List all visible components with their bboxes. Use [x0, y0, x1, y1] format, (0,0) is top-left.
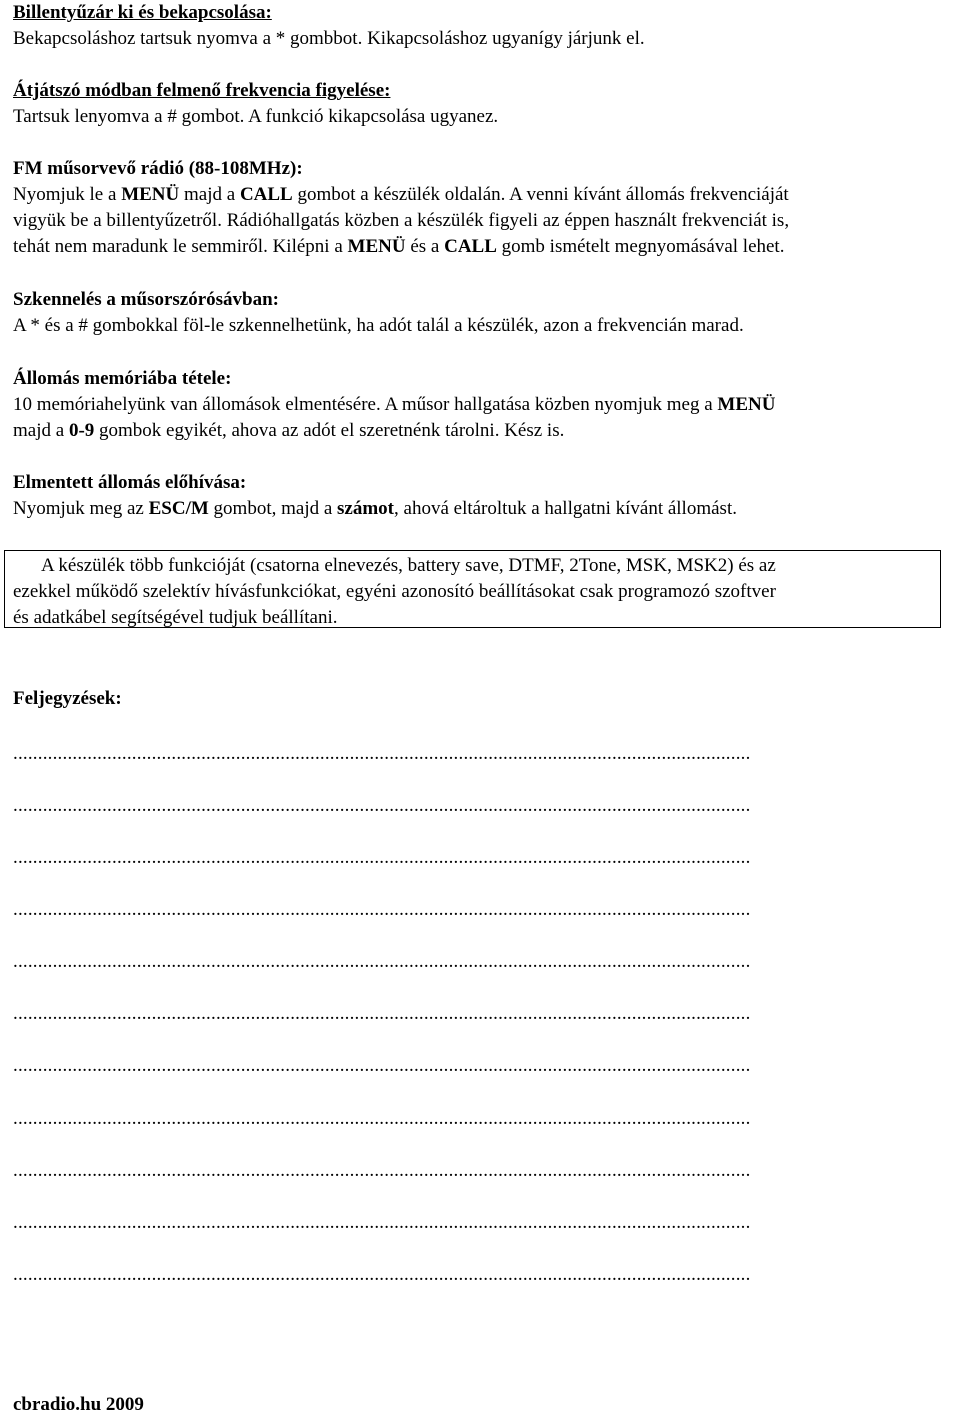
section-text: Nyomjuk meg az ESC/M gombot, majd a számot, ahová eltároltuk a hallgatni kívánt állomást.: [13, 498, 737, 519]
section-text: Tartsuk lenyomva a # gombot. A funkció kikapcsolása ugyanez.: [13, 106, 499, 127]
section-repeater-monitor: [13, 78, 947, 130]
section-text-line-1: Nyomjuk le a MENÜ majd a CALL gombot a készülék oldalán. A venni kívánt állomás frekvenciáját: [13, 184, 789, 205]
info-box: [4, 550, 941, 628]
notes-dotted-line: .....................................................................................................................................................: [13, 1108, 751, 1129]
notes-dotted-line: .....................................................................................................................................................: [13, 1160, 751, 1181]
notes-dotted-line: .....................................................................................................................................................: [13, 743, 751, 764]
section-text: Bekapcsoláshoz tartsuk nyomva a * gombbot. Kikapcsoláshoz ugyanígy járjunk el.: [13, 28, 645, 49]
section-keylock: [13, 0, 947, 52]
info-box-line: ezekkel működő szelektív hívásfunkciókat, egyéni azonosító beállításokat csak programozó szoftver: [13, 581, 776, 602]
section-heading: Szkennelés a műsorszórósávban:: [13, 289, 280, 310]
section-memory-store: [13, 366, 947, 444]
section-memory-recall: [13, 470, 947, 522]
section-heading: Állomás memóriába tétele:: [13, 368, 232, 389]
section-text-line-1: 10 memóriahelyünk van állomások elmentésére. A műsor hallgatása közben nyomjuk meg a MENÜ: [13, 394, 776, 415]
notes-dotted-line: .....................................................................................................................................................: [13, 1055, 751, 1076]
notes-dotted-line: .....................................................................................................................................................: [13, 847, 751, 868]
section-text-line-2: vigyük be a billentyűzetről. Rádióhallgatás közben a készülék figyeli az éppen használt frekvenciát is,: [13, 210, 790, 231]
notes-dotted-line: .....................................................................................................................................................: [13, 1264, 751, 1285]
section-heading: Átjátszó módban felmenő frekvencia figyelése:: [13, 80, 391, 101]
notes-dotted-line: .....................................................................................................................................................: [13, 899, 751, 920]
notes-section: [13, 686, 947, 712]
notes-dotted-line: .....................................................................................................................................................: [13, 795, 751, 816]
notes-dotted-line: .....................................................................................................................................................: [13, 1212, 751, 1233]
section-heading: Elmentett állomás előhívása:: [13, 472, 247, 493]
section-text-line-3: tehát nem maradunk le semmiről. Kilépni a MENÜ és a CALL gomb ismételt megnyomásával lehet.: [13, 236, 785, 257]
notes-heading: Feljegyzések:: [13, 688, 122, 709]
section-heading: Billentyűzár ki és bekapcsolása:: [13, 2, 272, 23]
section-text: A * és a # gombokkal föl-le szkennelhetünk, ha adót talál a készülék, azon a frekvencián marad.: [13, 315, 744, 336]
notes-dotted-line: .....................................................................................................................................................: [13, 951, 751, 972]
info-box-line: és adatkábel segítségével tudjuk beállítani.: [13, 607, 338, 628]
footer-text: cbradio.hu 2009: [13, 1394, 144, 1415]
section-fm-radio: [13, 156, 947, 260]
notes-dotted-line: .....................................................................................................................................................: [13, 1003, 751, 1024]
info-box-line: A készülék több funkcióját (csatorna elnevezés, battery save, DTMF, 2Tone, MSK, MSK2) és az: [41, 555, 776, 576]
section-scanning: [13, 287, 947, 339]
section-text-line-2: majd a 0-9 gombok egyikét, ahova az adót el szeretnénk tárolni. Kész is.: [13, 420, 565, 441]
section-heading: FM műsorvevő rádió (88-108MHz):: [13, 158, 303, 179]
